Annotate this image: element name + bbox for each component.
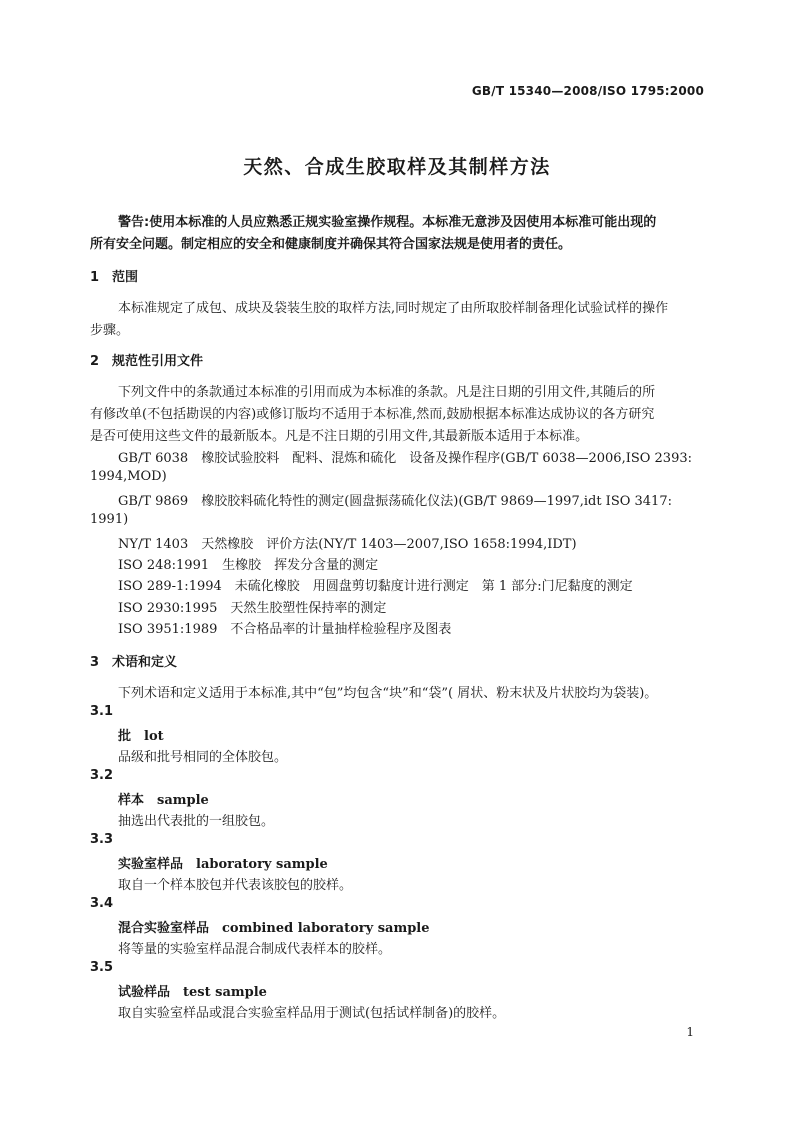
section-heading-scope <box>90 266 138 285</box>
section-heading-refs <box>90 350 203 369</box>
section-heading-terms <box>90 651 177 670</box>
terms-intro: 下列术语和定义适用于本标准,其中“包”均包含“块”和“袋”( 屑状、粉末状及片状胶均为袋装)。 <box>118 686 658 701</box>
section-number: 2 <box>90 354 100 369</box>
reference-item: GB/T 6038 橡胶试验胶料 配料、混炼和硫化 设备及操作程序(GB/T 6038—2006,ISO 2393: <box>118 451 692 466</box>
reference-item: GB/T 9869 橡胶胶料硫化特性的测定(圆盘振荡硫化仪法)(GB/T 9869—1997,idt ISO 3417: <box>118 494 672 509</box>
term-number: 3.2 <box>90 768 114 783</box>
section-title: 术语和定义 <box>112 655 178 670</box>
term-name: 试验样品 test sample <box>118 985 267 1000</box>
term-number: 3.3 <box>90 832 114 847</box>
section-number: 3 <box>90 655 100 670</box>
reference-item: ISO 248:1991 生橡胶 挥发分含量的测定 <box>118 558 379 573</box>
refs-intro-line-1: 下列文件中的条款通过本标准的引用而成为本标准的条款。凡是注日期的引用文件,其随后的所 <box>118 385 656 400</box>
reference-item: 1994,MOD) <box>90 469 167 484</box>
term-definition: 取自实验室样品或混合实验室样品用于测试(包括试样制备)的胶样。 <box>118 1006 506 1021</box>
term-definition: 品级和批号相同的全体胶包。 <box>118 750 288 765</box>
term-number: 3.4 <box>90 896 114 911</box>
refs-intro-line-2: 有修改单(不包括勘误的内容)或修订版均不适用于本标准,然而,鼓励根据本标准达成协议的各方研究 <box>90 407 655 422</box>
term-number: 3.5 <box>90 960 114 975</box>
term-definition: 将等量的实验室样品混合制成代表样本的胶样。 <box>118 942 392 957</box>
refs-intro-line-3: 是否可使用这些文件的最新版本。凡是不注日期的引用文件,其最新版本适用于本标准。 <box>90 429 589 444</box>
reference-item: ISO 3951:1989 不合格品率的计量抽样检验程序及图表 <box>118 622 452 637</box>
term-definition: 抽选出代表批的一组胶包。 <box>118 814 275 829</box>
reference-item: NY/T 1403 天然橡胶 评价方法(NY/T 1403—2007,ISO 1658:1994,IDT) <box>118 537 577 552</box>
section-title: 规范性引用文件 <box>112 354 204 369</box>
warning-line-2: 所有安全问题。制定相应的安全和健康制度并确保其符合国家法规是使用者的责任。 <box>90 237 572 252</box>
reference-item: 1991) <box>90 512 129 527</box>
standard-code: GB/T 15340—2008/ISO 1795:2000 <box>471 84 704 98</box>
term-number: 3.1 <box>90 704 114 719</box>
reference-item: ISO 289-1:1994 未硫化橡胶 用圆盘剪切黏度计进行测定 第 1 部分:门尼黏度的测定 <box>118 579 633 594</box>
term-name: 样本 sample <box>118 793 209 808</box>
document-title: 天然、合成生胶取样及其制样方法 <box>243 156 551 178</box>
reference-item: ISO 2930:1995 天然生胶塑性保持率的测定 <box>118 601 387 616</box>
term-definition: 取自一个样本胶包并代表该胶包的胶样。 <box>118 878 353 893</box>
scope-paragraph-line-2: 步骤。 <box>90 323 130 338</box>
page-number: 1 <box>686 1025 694 1039</box>
term-name: 实验室样品 laboratory sample <box>118 857 328 872</box>
scope-paragraph-line-1: 本标准规定了成包、成块及袋装生胶的取样方法,同时规定了由所取胶样制备理化试验试样的操作 <box>118 301 669 316</box>
term-name: 批 lot <box>118 729 164 744</box>
section-title: 范围 <box>112 270 139 285</box>
section-number: 1 <box>90 270 100 285</box>
warning-line-1: 警告:使用本标准的人员应熟悉正规实验室操作规程。本标准无意涉及因使用本标准可能出现的 <box>118 215 657 230</box>
term-name: 混合实验室样品 combined laboratory sample <box>118 921 430 936</box>
